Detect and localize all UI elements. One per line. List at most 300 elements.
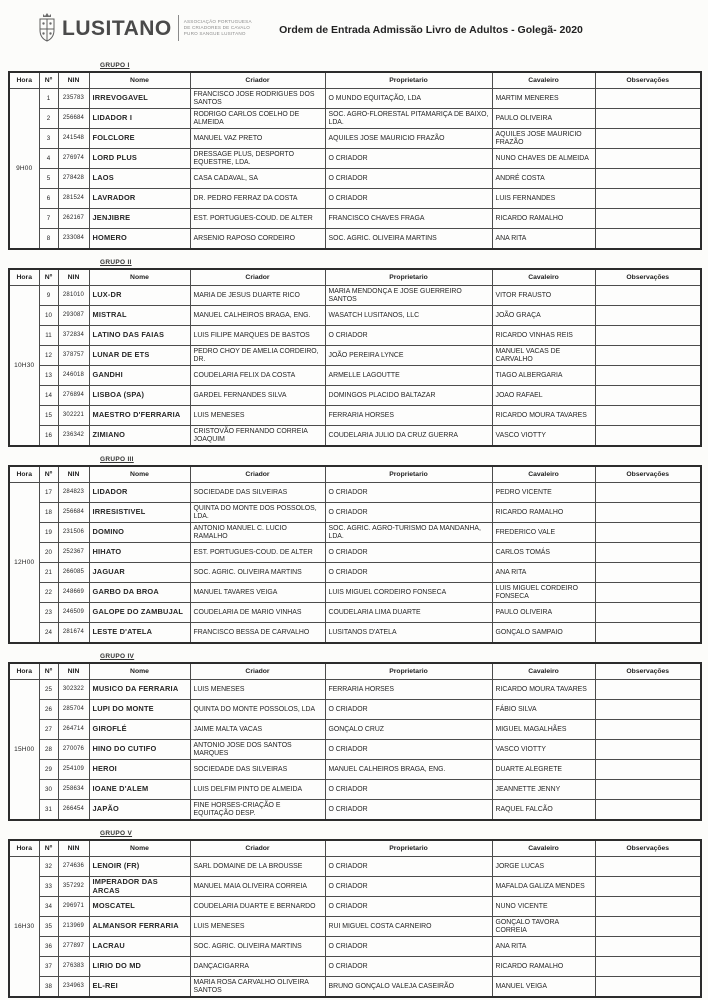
table-row — [9, 366, 701, 386]
column-header: Observações — [595, 466, 701, 483]
cell-prop: MANUEL CALHEIROS BRAGA, ENG. — [325, 760, 492, 780]
cell-num: 25 — [39, 680, 58, 700]
cell-obs — [595, 326, 701, 346]
cell-criador: QUINTA DO MONTE POSSOLOS, LDA — [190, 700, 325, 720]
cell-obs — [595, 563, 701, 583]
cell-obs — [595, 169, 701, 189]
cell-nin: 281010 — [58, 286, 89, 306]
cell-num: 11 — [39, 326, 58, 346]
cell-num: 18 — [39, 503, 58, 523]
cell-nin: 285704 — [58, 700, 89, 720]
cell-nome: LIDADOR — [89, 483, 190, 503]
cell-criador: RODRIGO CARLOS COELHO DE ALMEIDA — [190, 109, 325, 129]
cell-cav: RICARDO MOURA TAVARES — [492, 680, 595, 700]
column-header: Cavaleiro — [492, 269, 595, 286]
cell-cav: GONÇALO TAVORA CORREIA — [492, 917, 595, 937]
table-row — [9, 563, 701, 583]
cell-cav: ANA RITA — [492, 563, 595, 583]
cell-nin: 256684 — [58, 503, 89, 523]
cell-cav: RICARDO RAMALHO — [492, 503, 595, 523]
cell-obs — [595, 229, 701, 250]
column-header: Hora — [9, 72, 39, 89]
cell-cav: JEANNETTE JENNY — [492, 780, 595, 800]
cell-nome: HEROI — [89, 760, 190, 780]
column-header: Observações — [595, 840, 701, 857]
cell-criador: DANÇACIGARRA — [190, 957, 325, 977]
cell-prop: O CRIADOR — [325, 326, 492, 346]
cell-obs — [595, 937, 701, 957]
cell-nin: 241548 — [58, 129, 89, 149]
column-header: Proprietario — [325, 269, 492, 286]
cell-num: 22 — [39, 583, 58, 603]
column-header: Nome — [89, 466, 190, 483]
cell-nome: FOLCLORE — [89, 129, 190, 149]
cell-nome: IMPERADOR DAS ARCAS — [89, 877, 190, 897]
table-row — [9, 583, 701, 603]
group-section — [8, 259, 708, 447]
cell-nin: 281524 — [58, 189, 89, 209]
column-header: Nº — [39, 269, 58, 286]
cell-cav: GONÇALO SAMPAIO — [492, 623, 595, 644]
cell-nome: GALOPE DO ZAMBUJAL — [89, 603, 190, 623]
column-header: Criador — [190, 840, 325, 857]
table-row — [9, 700, 701, 720]
column-header: Proprietario — [325, 840, 492, 857]
cell-nin: 213969 — [58, 917, 89, 937]
group-table — [8, 71, 702, 250]
cell-num: 13 — [39, 366, 58, 386]
cell-obs — [595, 89, 701, 109]
cell-prop: O CRIADOR — [325, 800, 492, 821]
cell-cav: RICARDO VINHAS REIS — [492, 326, 595, 346]
column-header: Criador — [190, 72, 325, 89]
cell-criador: CASA CADAVAL, SA — [190, 169, 325, 189]
cell-nome: DOMINO — [89, 523, 190, 543]
table-row — [9, 523, 701, 543]
column-header: Nº — [39, 663, 58, 680]
cell-num: 4 — [39, 149, 58, 169]
cell-prop: BRUNO GONÇALO VALEJA CASEIRÃO — [325, 977, 492, 998]
cell-nome: IRRESISTIVEL — [89, 503, 190, 523]
cell-obs — [595, 877, 701, 897]
cell-num: 29 — [39, 760, 58, 780]
column-header: Hora — [9, 466, 39, 483]
group-table — [8, 268, 702, 447]
cell-criador: LUIS MENESES — [190, 917, 325, 937]
cell-nome: GARBO DA BROA — [89, 583, 190, 603]
logo-subtitle-line: PURO SANGUE LUSITANO — [183, 31, 246, 37]
cell-prop: LUIS MIGUEL CORDEIRO FONSECA — [325, 583, 492, 603]
cell-cav: RAQUEL FALCÃO — [492, 800, 595, 821]
cell-cav: DUARTE ALEGRETE — [492, 760, 595, 780]
cell-cav: PEDRO VICENTE — [492, 483, 595, 503]
column-header: Nº — [39, 466, 58, 483]
table-row — [9, 346, 701, 366]
header-row — [9, 663, 701, 680]
cell-prop: DOMINGOS PLACIDO BALTAZAR — [325, 386, 492, 406]
cell-obs — [595, 406, 701, 426]
column-header: NIN — [58, 72, 89, 89]
cell-num: 38 — [39, 977, 58, 998]
cell-nome: LORD PLUS — [89, 149, 190, 169]
table-row — [9, 760, 701, 780]
cell-num: 5 — [39, 169, 58, 189]
cell-num: 20 — [39, 543, 58, 563]
cell-hora: 12H00 — [9, 483, 39, 644]
table-row — [9, 603, 701, 623]
cell-prop: ARMELLE LAGOUTTE — [325, 366, 492, 386]
cell-nin: 254109 — [58, 760, 89, 780]
cell-num: 26 — [39, 700, 58, 720]
cell-num: 21 — [39, 563, 58, 583]
cell-obs — [595, 483, 701, 503]
cell-nome: LATINO DAS FAIAS — [89, 326, 190, 346]
table-row — [9, 386, 701, 406]
cell-criador: COUDELARIA FELIX DA COSTA — [190, 366, 325, 386]
cell-obs — [595, 189, 701, 209]
cell-obs — [595, 603, 701, 623]
column-header: Cavaleiro — [492, 840, 595, 857]
cell-cav: RICARDO RAMALHO — [492, 209, 595, 229]
cell-cav: PAULO OLIVEIRA — [492, 603, 595, 623]
table-row — [9, 740, 701, 760]
cell-nome: LACRAU — [89, 937, 190, 957]
cell-nome: GANDHI — [89, 366, 190, 386]
cell-criador: FRANCISCO JOSE RODRIGUES DOS SANTOS — [190, 89, 325, 109]
column-header: Observações — [595, 269, 701, 286]
cell-nome: HOMERO — [89, 229, 190, 250]
cell-nin: 262167 — [58, 209, 89, 229]
cell-prop: O CRIADOR — [325, 483, 492, 503]
cell-obs — [595, 623, 701, 644]
cell-num: 8 — [39, 229, 58, 250]
cell-criador: LUIS MENESES — [190, 406, 325, 426]
cell-nin: 248669 — [58, 583, 89, 603]
cell-obs — [595, 209, 701, 229]
cell-prop: O CRIADOR — [325, 780, 492, 800]
cell-nome: MAESTRO D'FERRARIA — [89, 406, 190, 426]
cell-obs — [595, 720, 701, 740]
cell-cav: MAFALDA GALIZA MENDES — [492, 877, 595, 897]
cell-obs — [595, 800, 701, 821]
column-header: NIN — [58, 663, 89, 680]
cell-criador: ANTONIO JOSE DOS SANTOS MARQUES — [190, 740, 325, 760]
cell-obs — [595, 426, 701, 447]
cell-criador: SOCIEDADE DAS SILVEIRAS — [190, 483, 325, 503]
column-header: NIN — [58, 269, 89, 286]
group-table — [8, 662, 702, 821]
table-row — [9, 426, 701, 447]
cell-nin: 276974 — [58, 149, 89, 169]
column-header: NIN — [58, 466, 89, 483]
cell-criador: SARL DOMAINE DE LA BROUSSE — [190, 857, 325, 877]
cell-nin: 233084 — [58, 229, 89, 250]
cell-num: 7 — [39, 209, 58, 229]
cell-prop: O MUNDO EQUITAÇÃO, LDA — [325, 89, 492, 109]
cell-obs — [595, 680, 701, 700]
cell-nome: JENJIBRE — [89, 209, 190, 229]
cell-cav: FÁBIO SILVA — [492, 700, 595, 720]
cell-nome: EL-REI — [89, 977, 190, 998]
cell-nome: LUNAR DE ETS — [89, 346, 190, 366]
group-section — [8, 653, 708, 821]
cell-obs — [595, 523, 701, 543]
cell-criador: QUINTA DO MONTE DOS POSSOLOS, LDA. — [190, 503, 325, 523]
column-header: Hora — [9, 840, 39, 857]
cell-nome: LIDADOR I — [89, 109, 190, 129]
cell-cav: LUIS FERNANDES — [492, 189, 595, 209]
table-row — [9, 720, 701, 740]
column-header: NIN — [58, 840, 89, 857]
cell-nome: IRREVOGAVEL — [89, 89, 190, 109]
cell-nome: LAVRADOR — [89, 189, 190, 209]
cell-prop: AQUILES JOSE MAURICIO FRAZÃO — [325, 129, 492, 149]
cell-num: 6 — [39, 189, 58, 209]
cell-num: 10 — [39, 306, 58, 326]
cell-prop: O CRIADOR — [325, 149, 492, 169]
table-row — [9, 483, 701, 503]
cell-prop: MARIA MENDONÇA E JOSE GUERREIRO SANTOS — [325, 286, 492, 306]
table-row — [9, 877, 701, 897]
table-row — [9, 149, 701, 169]
cell-hora: 9H00 — [9, 89, 39, 250]
cell-nome: LAOS — [89, 169, 190, 189]
cell-cav: RICARDO MOURA TAVARES — [492, 406, 595, 426]
cell-criador: LUIS MENESES — [190, 680, 325, 700]
cell-prop: O CRIADOR — [325, 937, 492, 957]
cell-cav: NUNO CHAVES DE ALMEIDA — [492, 149, 595, 169]
group-table — [8, 465, 702, 644]
cell-obs — [595, 346, 701, 366]
column-header: Proprietario — [325, 663, 492, 680]
logo-wordmark: LUSITANO — [62, 16, 172, 40]
cell-cav: VITOR FRAUSTO — [492, 286, 595, 306]
column-header: Criador — [190, 663, 325, 680]
table-row — [9, 957, 701, 977]
cell-num: 36 — [39, 937, 58, 957]
cell-nin: 378757 — [58, 346, 89, 366]
column-header: Hora — [9, 663, 39, 680]
cell-num: 35 — [39, 917, 58, 937]
cell-criador: EST. PORTUGUES-COUD. DE ALTER — [190, 543, 325, 563]
cell-nin: 231506 — [58, 523, 89, 543]
cell-cav: RICARDO RAMALHO — [492, 957, 595, 977]
column-header: Nome — [89, 840, 190, 857]
table-row — [9, 857, 701, 877]
cell-nome: ALMANSOR FERRARIA — [89, 917, 190, 937]
cell-cav: CARLOS TOMÁS — [492, 543, 595, 563]
cell-num: 24 — [39, 623, 58, 644]
cell-num: 37 — [39, 957, 58, 977]
cell-num: 19 — [39, 523, 58, 543]
column-header: Nº — [39, 840, 58, 857]
cell-hora: 15H00 — [9, 680, 39, 821]
cell-nin: 264714 — [58, 720, 89, 740]
cell-prop: JOÃO PEREIRA LYNCE — [325, 346, 492, 366]
cell-cav: ANA RITA — [492, 229, 595, 250]
cell-num: 17 — [39, 483, 58, 503]
cell-nome: LIRIO DO MD — [89, 957, 190, 977]
column-header: Proprietario — [325, 72, 492, 89]
cell-cav: AQUILES JOSE MAURICIO FRAZÃO — [492, 129, 595, 149]
cell-nome: JAGUAR — [89, 563, 190, 583]
table-row — [9, 209, 701, 229]
cell-prop: O CRIADOR — [325, 857, 492, 877]
column-header: Hora — [9, 269, 39, 286]
cell-criador: SOC. AGRIC. OLIVEIRA MARTINS — [190, 563, 325, 583]
cell-prop: SOC. AGRO-FLORESTAL PITAMARIÇA DE BAIXO, LDA. — [325, 109, 492, 129]
cell-obs — [595, 149, 701, 169]
cell-nome: MUSICO DA FERRARIA — [89, 680, 190, 700]
cell-num: 9 — [39, 286, 58, 306]
cell-cav: ANA RITA — [492, 937, 595, 957]
table-row — [9, 503, 701, 523]
cell-cav: LUIS MIGUEL CORDEIRO FONSECA — [492, 583, 595, 603]
header-row — [9, 840, 701, 857]
cell-nome: MISTRAL — [89, 306, 190, 326]
cell-prop: COUDELARIA JULIO DA CRUZ GUERRA — [325, 426, 492, 447]
cell-nome: IOANE D'ALEM — [89, 780, 190, 800]
cell-criador: ARSENIO RAPOSO CORDEIRO — [190, 229, 325, 250]
groups-container — [0, 62, 708, 998]
cell-obs — [595, 129, 701, 149]
cell-prop: O CRIADOR — [325, 543, 492, 563]
cell-cav: FREDERICO VALE — [492, 523, 595, 543]
cell-nin: 293087 — [58, 306, 89, 326]
cell-nin: 266454 — [58, 800, 89, 821]
cell-hora: 16H30 — [9, 857, 39, 998]
cell-cav: MARTIM MENERES — [492, 89, 595, 109]
page-title: Ordem de Entrada Admissão Livro de Adultos - Golegã- 2020 — [279, 24, 583, 36]
cell-num: 16 — [39, 426, 58, 447]
table-row — [9, 89, 701, 109]
cell-nome: LENOIR (FR) — [89, 857, 190, 877]
cell-num: 23 — [39, 603, 58, 623]
cell-nin: 302221 — [58, 406, 89, 426]
cell-nome: JAPÃO — [89, 800, 190, 821]
cell-criador: MANUEL MAIA OLIVEIRA CORREIA — [190, 877, 325, 897]
cell-cav: JOÃO GRAÇA — [492, 306, 595, 326]
cell-obs — [595, 366, 701, 386]
cell-num: 31 — [39, 800, 58, 821]
cell-nome: LUX-DR — [89, 286, 190, 306]
column-header: Observações — [595, 72, 701, 89]
cell-obs — [595, 386, 701, 406]
cell-nin: 274636 — [58, 857, 89, 877]
table-row — [9, 780, 701, 800]
cell-nome: LISBOA (SPA) — [89, 386, 190, 406]
cell-prop: O CRIADOR — [325, 503, 492, 523]
cell-prop: SOC. AGRIC. OLIVEIRA MARTINS — [325, 229, 492, 250]
cell-prop: O CRIADOR — [325, 740, 492, 760]
cell-criador: COUDELARIA DUARTE E BERNARDO — [190, 897, 325, 917]
group-section — [8, 62, 708, 250]
cell-prop: SOC. AGRIC. AGRO-TURISMO DA MANDANHA, LDA. — [325, 523, 492, 543]
cell-num: 14 — [39, 386, 58, 406]
column-header: Nome — [89, 72, 190, 89]
cell-criador: PEDRO CHOY DE AMELIA CORDEIRO, DR. — [190, 346, 325, 366]
cell-nin: 296971 — [58, 897, 89, 917]
cell-cav: MANUEL VACAS DE CARVALHO — [492, 346, 595, 366]
column-header: Cavaleiro — [492, 72, 595, 89]
table-row — [9, 680, 701, 700]
cell-obs — [595, 760, 701, 780]
cell-num: 12 — [39, 346, 58, 366]
cell-obs — [595, 503, 701, 523]
cell-nome: HIHATO — [89, 543, 190, 563]
cell-nin: 252367 — [58, 543, 89, 563]
group-section — [8, 456, 708, 644]
cell-obs — [595, 780, 701, 800]
cell-num: 33 — [39, 877, 58, 897]
cell-prop: COUDELARIA LIMA DUARTE — [325, 603, 492, 623]
group-label: GRUPO II — [100, 259, 132, 266]
cell-criador: CRISTOVÃO FERNANDO CORREIA JOAQUIM — [190, 426, 325, 447]
cell-obs — [595, 897, 701, 917]
cell-hora: 10H30 — [9, 286, 39, 447]
column-header: Nome — [89, 663, 190, 680]
table-row — [9, 937, 701, 957]
cell-num: 2 — [39, 109, 58, 129]
logo-divider — [178, 15, 179, 41]
cell-prop: O CRIADOR — [325, 897, 492, 917]
table-row — [9, 286, 701, 306]
table-row — [9, 543, 701, 563]
cell-criador: MANUEL CALHEIROS BRAGA, ENG. — [190, 306, 325, 326]
cell-prop: LUSITANOS D'ATELA — [325, 623, 492, 644]
header-row — [9, 269, 701, 286]
cell-nin: 235783 — [58, 89, 89, 109]
cell-cav: MANUEL VEIGA — [492, 977, 595, 998]
cell-obs — [595, 306, 701, 326]
group-section — [8, 830, 708, 998]
cell-cav: NUNO VICENTE — [492, 897, 595, 917]
table-row — [9, 897, 701, 917]
cell-criador: COUDELARIA DE MARIO VINHAS — [190, 603, 325, 623]
cell-num: 28 — [39, 740, 58, 760]
table-row — [9, 326, 701, 346]
cell-prop: FERRARIA HORSES — [325, 406, 492, 426]
cell-num: 30 — [39, 780, 58, 800]
cell-prop: O CRIADOR — [325, 169, 492, 189]
cell-obs — [595, 857, 701, 877]
cell-num: 34 — [39, 897, 58, 917]
table-row — [9, 129, 701, 149]
cell-num: 15 — [39, 406, 58, 426]
cell-obs — [595, 543, 701, 563]
cell-num: 32 — [39, 857, 58, 877]
cell-nin: 357292 — [58, 877, 89, 897]
cell-nin: 372834 — [58, 326, 89, 346]
cell-num: 27 — [39, 720, 58, 740]
column-header: Nome — [89, 269, 190, 286]
cell-num: 3 — [39, 129, 58, 149]
table-row — [9, 189, 701, 209]
cell-prop: O CRIADOR — [325, 563, 492, 583]
cell-prop: O CRIADOR — [325, 189, 492, 209]
cell-nin: 281674 — [58, 623, 89, 644]
cell-criador: DRESSAGE PLUS, DESPORTO EQUESTRE, LDA. — [190, 149, 325, 169]
cell-nome: HINO DO CUTIFO — [89, 740, 190, 760]
cell-nin: 302322 — [58, 680, 89, 700]
group-label: GRUPO I — [100, 62, 130, 69]
header-row — [9, 466, 701, 483]
table-row — [9, 169, 701, 189]
cell-nome: LESTE D'ATELA — [89, 623, 190, 644]
cell-prop: O CRIADOR — [325, 957, 492, 977]
cell-nome: GIROFLÉ — [89, 720, 190, 740]
cell-criador: LUIS DELFIM PINTO DE ALMEIDA — [190, 780, 325, 800]
